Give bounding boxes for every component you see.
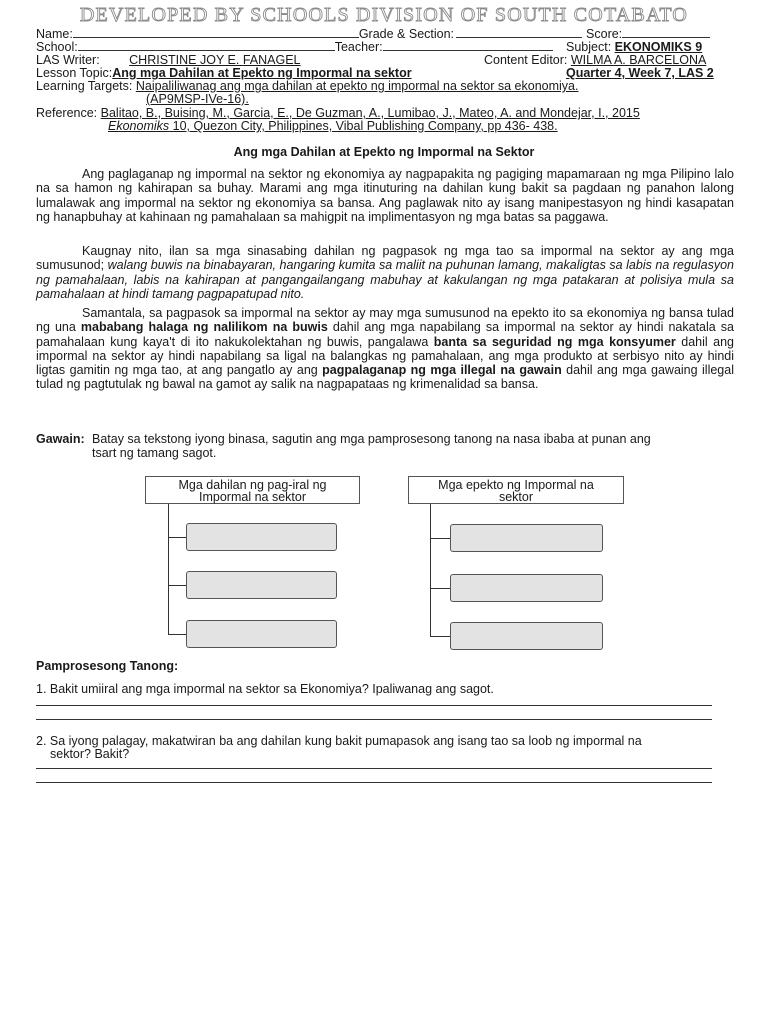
effects-connector-2: [430, 588, 450, 589]
header-row-5: [36, 80, 578, 93]
effects-answer-box-1[interactable]: [450, 524, 603, 552]
effects-header-box: [408, 476, 624, 504]
causes-connector-vertical: [168, 504, 169, 635]
effects-header-line-2: sektor: [498, 490, 534, 504]
reference-book: Ekonomiks: [108, 119, 170, 133]
causes-header-line-1: Mga dahilan ng pag-iral ng: [178, 478, 327, 492]
score-field[interactable]: [622, 28, 710, 38]
grade-field[interactable]: [456, 28, 582, 38]
causes-answer-box-3[interactable]: [186, 620, 337, 648]
learning-targets-label: Learning Targets:: [36, 79, 133, 93]
paragraph-3-a: Samantala, sa pagpasok sa impormal na sektor ay may mga sumusunod na epekto ito sa ekonomiya ng bansa tulad ng una: [36, 306, 734, 335]
causes-header-line-2: Impormal na sektor: [199, 490, 306, 504]
gawain-text-1: Batay sa tekstong iyong binasa, sagutin ang mga pamprosesong tanong na nasa ibaba at punan ang: [92, 432, 651, 446]
paragraph-2-causes: walang buwis na binabayaran, hangaring kumita sa maliit na puhunan lamang, makaligtas sa labis na regulasyon ng pamahalaan, labis na kahirapan at pangangailangang mabuhay at kakulangan ng mga patakaran at polisiya mula sa pamahalaan at hindi tamang pagpapatupad nito.: [36, 258, 734, 301]
name-field[interactable]: [73, 28, 359, 38]
reference-line-1: Balitao, B., Buising, M., Garcia, E., De Guzman, A., Lumibao, J., Mateo, A. and Mondejar, I., 2015: [100, 106, 640, 120]
question-1: 1. Bakit umiiral ang mga impormal na sektor sa Ekonomiya? Ipaliwanag ang sagot.: [36, 682, 494, 696]
paragraph-3-effect-3: pagpalaganap ng mga illegal na gawain: [322, 363, 562, 378]
causes-header-box: [145, 476, 360, 504]
question-2-line-1: 2. Sa iyong palagay, makatwiran ba ang dahilan kung bakit pumapasok ang isang tao sa loob ng impormal na: [36, 734, 642, 748]
question-1-answer-line-2[interactable]: [36, 719, 712, 720]
effects-connector-1: [430, 538, 450, 539]
paragraph-3-effect-1: mababang halaga ng nalilikom na buwis: [80, 320, 328, 335]
effects-connector-vertical: [430, 504, 431, 637]
effects-answer-box-3[interactable]: [450, 622, 603, 650]
paragraph-3-e: dahil ang impormal na sektor ay hindi napabilang sa ligal na balangkas ng pamahalaan, ang mga produkto at serbisyo nito ay hindi ligtas gamitin ng mga tao, at ang pangatlo ay ang: [36, 334, 734, 378]
reference-label: Reference:: [36, 106, 98, 120]
question-1-answer-line-1[interactable]: [36, 705, 712, 706]
causes-connector-2: [168, 585, 186, 586]
paragraph-3-effect-2: banta sa seguridad ng mga konsyumer: [433, 334, 676, 349]
grade-label: Grade & Section:: [358, 27, 455, 41]
question-2-answer-line-1[interactable]: [36, 768, 712, 769]
questions-heading: Pamprosesong Tanong:: [36, 659, 179, 673]
causes-connector-3: [168, 634, 186, 635]
question-2-line-2: sektor? Bakit?: [50, 747, 130, 761]
lesson-topic-value: Ang mga Dahilan at Epekto ng Impormal na sektor: [112, 66, 412, 80]
quarter-value: Quarter 4, Week 7, LAS 2: [566, 66, 714, 80]
subject-label: Subject:: [566, 40, 612, 54]
paragraph-3-c: dahil ang mga napabilang sa impormal na sektor ay hindi nakatala sa pamahalaan kung kaya't di ito nakukolektahan ng buwis, pangalawa: [36, 320, 735, 349]
school-field[interactable]: [78, 41, 335, 51]
reference-line-2: [108, 120, 558, 133]
effects-connector-3: [430, 636, 450, 637]
learning-targets-code: (AP9MSP-IVe-16).: [146, 92, 249, 106]
causes-answer-box-2[interactable]: [186, 571, 337, 599]
las-writer-value: CHRISTINE JOY E. FANAGEL: [129, 53, 301, 67]
effects-header-line-1: Mga epekto ng Impormal na: [438, 478, 594, 492]
question-2-answer-line-2[interactable]: [36, 782, 712, 783]
content-editor-value: WILMA A. BARCELONA: [570, 53, 707, 67]
paragraph-3: [36, 306, 734, 392]
las-writer-label: LAS Writer:: [36, 53, 100, 67]
teacher-label: Teacher:: [334, 40, 383, 54]
paragraph-1: Ang paglaganap ng impormal na sektor ng ekonomiya ay nagpapakita ng pagiging mapamaraan ng mga Pilipino lalo na sa hamon ng kahirapan sa buhay. Marami ang mga itinuturing na dahilan kung bakit sa pagdaan ng panahon lalong lumalawak ang impormal na sektor ng ekonomiya sa bansa. Ang paglawak nito ay isang manipestasyon ng hindi kasapatan ng hanapbuhay at kahinaan ng pamahalaan sa mahigpit na implimentasyon ng mga batas sa paggawa.: [36, 167, 734, 224]
subject-value: EKONOMIKS 9: [614, 40, 703, 54]
school-label: School:: [36, 40, 78, 54]
effects-answer-box-2[interactable]: [450, 574, 603, 602]
paragraph-2: [36, 244, 734, 301]
gawain-text-2: tsart ng tamang sagot.: [92, 446, 217, 460]
paragraph-2-intro: Kaugnay nito, ilan sa mga sinasabing dahilan ng pagpasok ng mga tao sa impormal na sektor ay ang mga sumusunod;: [36, 244, 734, 273]
causes-answer-box-1[interactable]: [186, 523, 337, 551]
causes-connector-1: [168, 537, 186, 538]
division-banner: DEVELOPED BY SCHOOLS DIVISION OF SOUTH COTABATO: [79, 4, 689, 26]
reference-line-2-rest: 10, Quezon City, Philippines, Vibal Publishing Company, pp 436- 438.: [169, 119, 558, 133]
score-label: Score:: [586, 27, 623, 41]
teacher-field[interactable]: [383, 41, 553, 51]
name-label: Name:: [36, 27, 73, 41]
learning-targets-value: Naipaliliwanag ang mga dahilan at epekto ng impormal na sektor sa ekonomiya.: [135, 79, 579, 93]
page-title: Ang mga Dahilan at Epekto ng Impormal na Sektor: [233, 145, 535, 159]
paragraph-3-g: dahil ang mga gawaing illegal tulad ng pagtutulak ng bawal na gamot ay salik na nagpapataas ng krimenalidad sa bansa.: [36, 363, 734, 392]
content-editor-label: Content Editor:: [484, 53, 568, 67]
gawain-label: Gawain:: [36, 432, 85, 446]
lesson-topic-label: Lesson Topic:: [36, 66, 113, 80]
